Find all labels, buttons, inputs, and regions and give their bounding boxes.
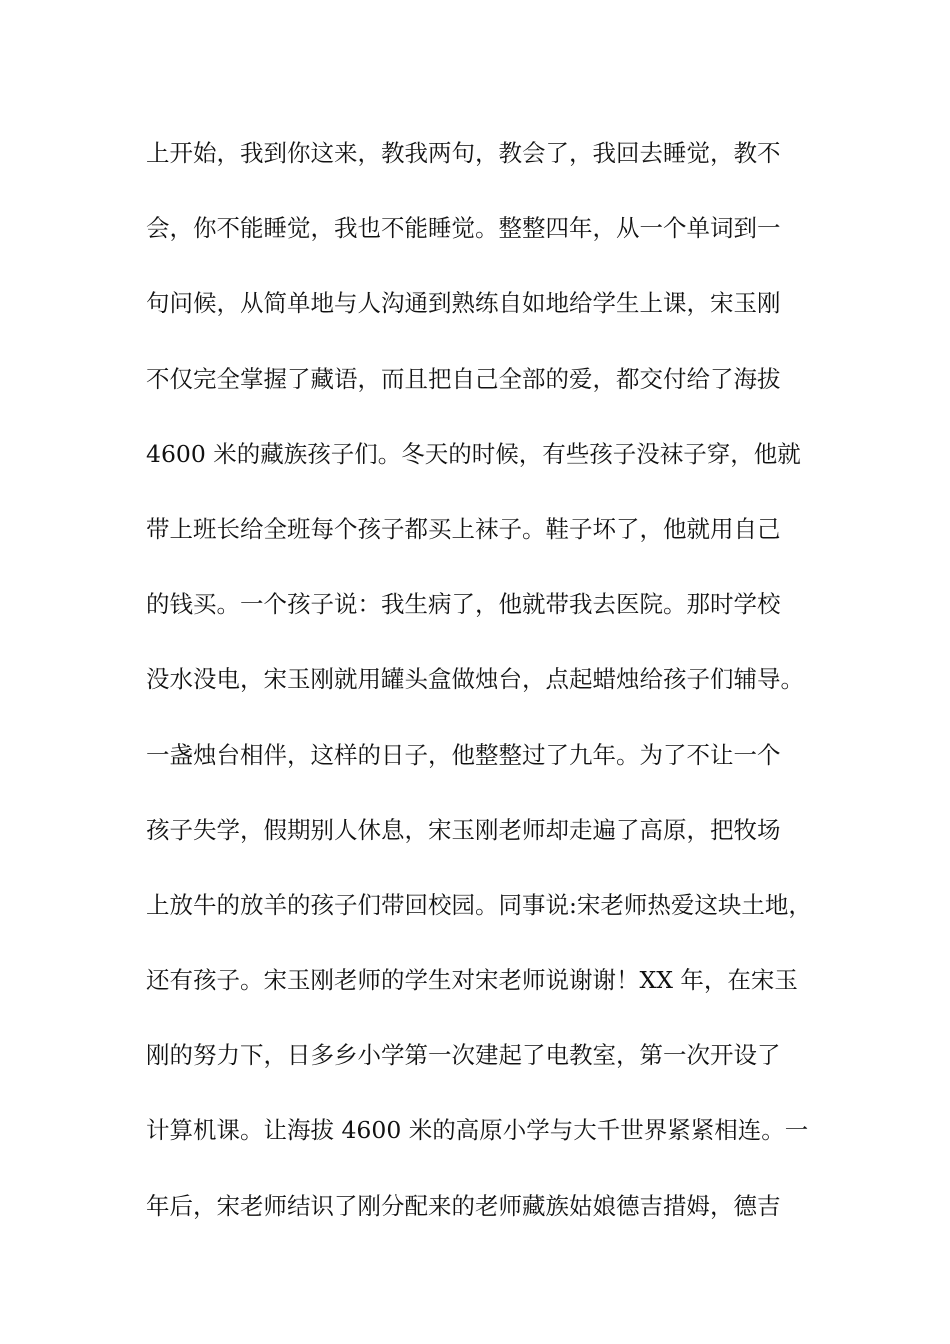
text-line-11: 上放牛的放羊的孩子们带回校园。同事说:宋老师热爱这块土地， [146,890,812,919]
text-line-15: 年后，宋老师结识了刚分配来的老师藏族姑娘德吉措姆，德吉 [146,1191,781,1220]
text-line-12: 还有孩子。宋玉刚老师的学生对宋老师说谢谢！XX 年，在宋玉 [146,966,798,995]
text-line-8: 没水没电，宋玉刚就用罐头盒做烛台，点起蜡烛给孩子们辅导。 [146,665,804,694]
text-line-3: 句问候，从简单地与人沟通到熟练自如地给学生上课，宋玉刚 [146,289,781,318]
text-line-7: 的钱买。一个孩子说：我生病了，他就带我去医院。那时学校 [146,590,781,619]
text-line-6: 带上班长给全班每个孩子都买上袜子。鞋子坏了，他就用自己 [146,514,781,543]
body-text [146,133,846,1261]
text-line-2: 会，你不能睡觉，我也不能睡觉。整整四年，从一个单词到一 [146,214,781,243]
text-line-5: 4600 米的藏族孩子们。冬天的时候，有些孩子没袜子穿，他就 [146,439,801,468]
text-line-4: 不仅完全掌握了藏语，而且把自己全部的爱，都交付给了海拔 [146,364,781,393]
text-line-9: 一盏烛台相伴，这样的日子，他整整过了九年。为了不让一个 [146,740,781,769]
text-line-13: 刚的努力下，日多乡小学第一次建起了电教室，第一次开设了 [146,1041,781,1070]
text-line-14: 计算机课。让海拔 4600 米的高原小学与大千世界紧紧相连。一 [146,1116,809,1145]
text-line-1: 上开始，我到你这来，教我两句，教会了，我回去睡觉，教不 [146,139,781,167]
text-line-10: 孩子失学，假期别人休息，宋玉刚老师却走遍了高原，把牧场 [146,815,781,844]
